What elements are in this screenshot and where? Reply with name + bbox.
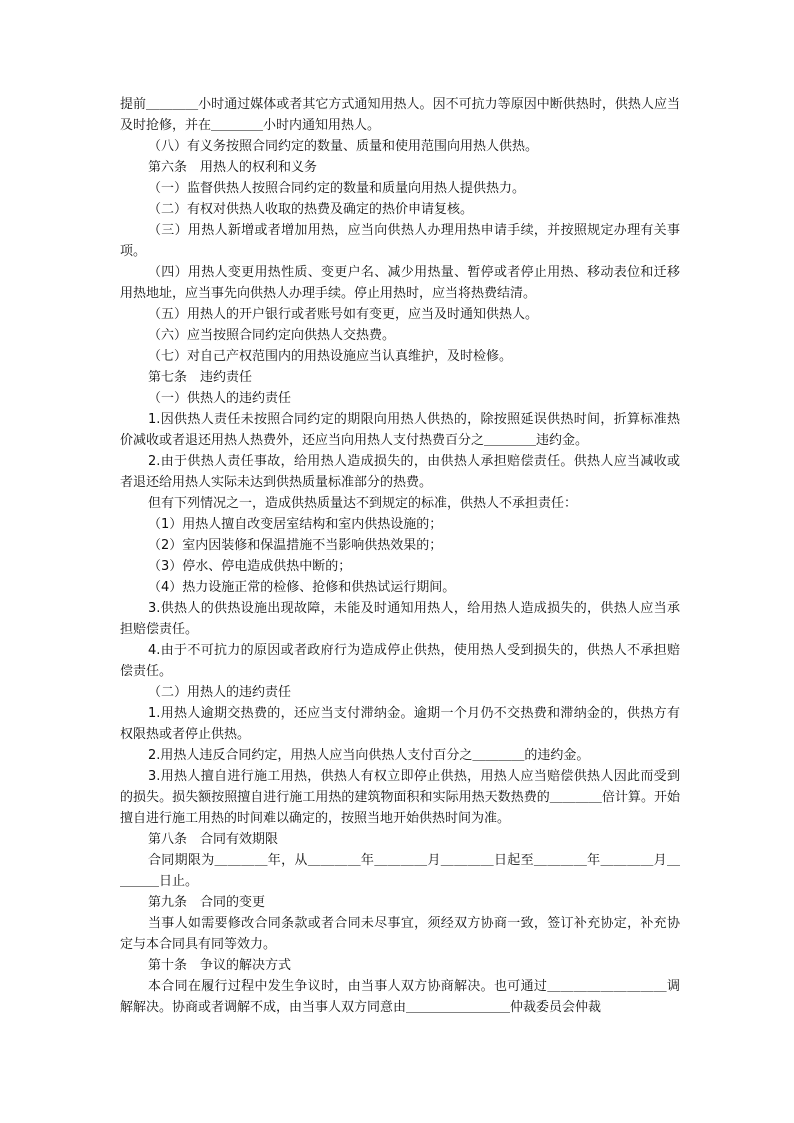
paragraph: （八）有义务按照合同约定的数量、质量和使用范围向用热人供热。 xyxy=(148,139,539,154)
document-body xyxy=(120,94,680,1018)
paragraph: （五）用热人的开户银行或者账号如有变更，应当及时通知供热人。 xyxy=(148,307,539,322)
paragraph: 3.供热人的供热设施出现故障，未能及时通知用热人，给用热人造成损失的，供热人应当承担赔偿责任。 xyxy=(120,601,680,637)
paragraph: （一）监督供热人按照合同约定的数量和质量向用热人提供热力。 xyxy=(148,181,526,196)
section-heading: 第八条 合同有效期限 xyxy=(148,832,279,847)
section-heading: 第六条 用热人的权利和义务 xyxy=(148,160,318,175)
subsection-heading: （二）用热人的违约责任 xyxy=(148,685,292,700)
paragraph: （四）用热人变更用热性质、变更户名、减少用热量、暂停或者停止用热、移动表位和迁移用热地址，应当事先向供热人办理手续。停止用热时，应当将热费结清。 xyxy=(120,265,680,301)
list-item: （1）用热人擅自改变居室结构和室内供热设施的； xyxy=(148,517,443,532)
list-item: （2）室内因装修和保温措施不当影响供热效果的； xyxy=(148,538,443,553)
section-heading: 第九条 合同的变更 xyxy=(148,895,266,910)
section-heading: 第十条 争议的解决方式 xyxy=(148,958,292,973)
section-heading: 第七条 违约责任 xyxy=(148,370,253,385)
paragraph: 2.用热人违反合同约定，用热人应当向供热人支付百分之＿＿＿＿的违约金。 xyxy=(148,748,590,763)
list-item: （4）热力设施正常的检修、抢修和供热试运行期间。 xyxy=(148,580,456,595)
paragraph: 本合同在履行过程中发生争议时，由当事人双方协商解决。也可通过＿＿＿＿＿＿＿＿＿调解解决。协商或者调解不成，由当事人双方同意由＿＿＿＿＿＿＿＿仲裁委员会仲裁 xyxy=(120,979,680,1015)
paragraph: 3.用热人擅自进行施工用热，供热人有权立即停止供热，用热人应当赔偿供热人因此而受到的损失。损失额按照擅自进行施工用热的建筑物面积和实际用热天数热费的＿＿＿＿倍计算。开始擅自进行施工用热的时间难以确定的，按照当地开始供热时间为准。 xyxy=(120,769,680,826)
paragraph: （六）应当按照合同约定向供热人交热费。 xyxy=(148,328,396,343)
paragraph: （三）用热人新增或者增加用热，应当向供热人办理用热申请手续，并按照规定办理有关事项。 xyxy=(120,223,680,259)
paragraph: 1.用热人逾期交热费的，还应当支付滞纳金。逾期一个月仍不交热费和滞纳金的，供热方有权限热或者停止供热。 xyxy=(120,706,680,742)
subsection-heading: （一）供热人的违约责任 xyxy=(148,391,292,406)
list-item: （3）停水、停电造成供热中断的； xyxy=(148,559,352,574)
paragraph: 1.因供热人责任未按照合同约定的期限向用热人供热的，除按照延误供热时间，折算标准热价减收或者退还用热人热费外，还应当向用热人支付热费百分之＿＿＿＿违约金。 xyxy=(120,412,680,448)
paragraph: （二）有权对供热人收取的热费及确定的热价申请复核。 xyxy=(148,202,474,217)
paragraph: 提前＿＿＿＿小时通过媒体或者其它方式通知用热人。因不可抗力等原因中断供热时，供热人应当及时抢修，并在＿＿＿＿小时内通知用热人。 xyxy=(120,97,680,133)
paragraph: 当事人如需要修改合同条款或者合同未尽事宜，须经双方协商一致，签订补充协定，补充协定与本合同具有同等效力。 xyxy=(120,916,680,952)
paragraph: （七）对自己产权范围内的用热设施应当认真维护，及时检修。 xyxy=(148,349,513,364)
paragraph: 2.由于供热人责任事故，给用热人造成损失的，由供热人承担赔偿责任。供热人应当减收或者退还给用热人实际未达到供热质量标准部分的热费。 xyxy=(120,454,680,490)
paragraph: 4.由于不可抗力的原因或者政府行为造成停止供热，使用热人受到损失的，供热人不承担赔偿责任。 xyxy=(120,643,680,679)
paragraph: 但有下列情况之一，造成供热质量达不到规定的标准，供热人不承担责任： xyxy=(148,496,578,511)
paragraph: 合同期限为＿＿＿＿年，从＿＿＿＿年＿＿＿＿月＿＿＿＿日起至＿＿＿＿年＿＿＿＿月＿＿＿＿日止。 xyxy=(120,853,680,889)
